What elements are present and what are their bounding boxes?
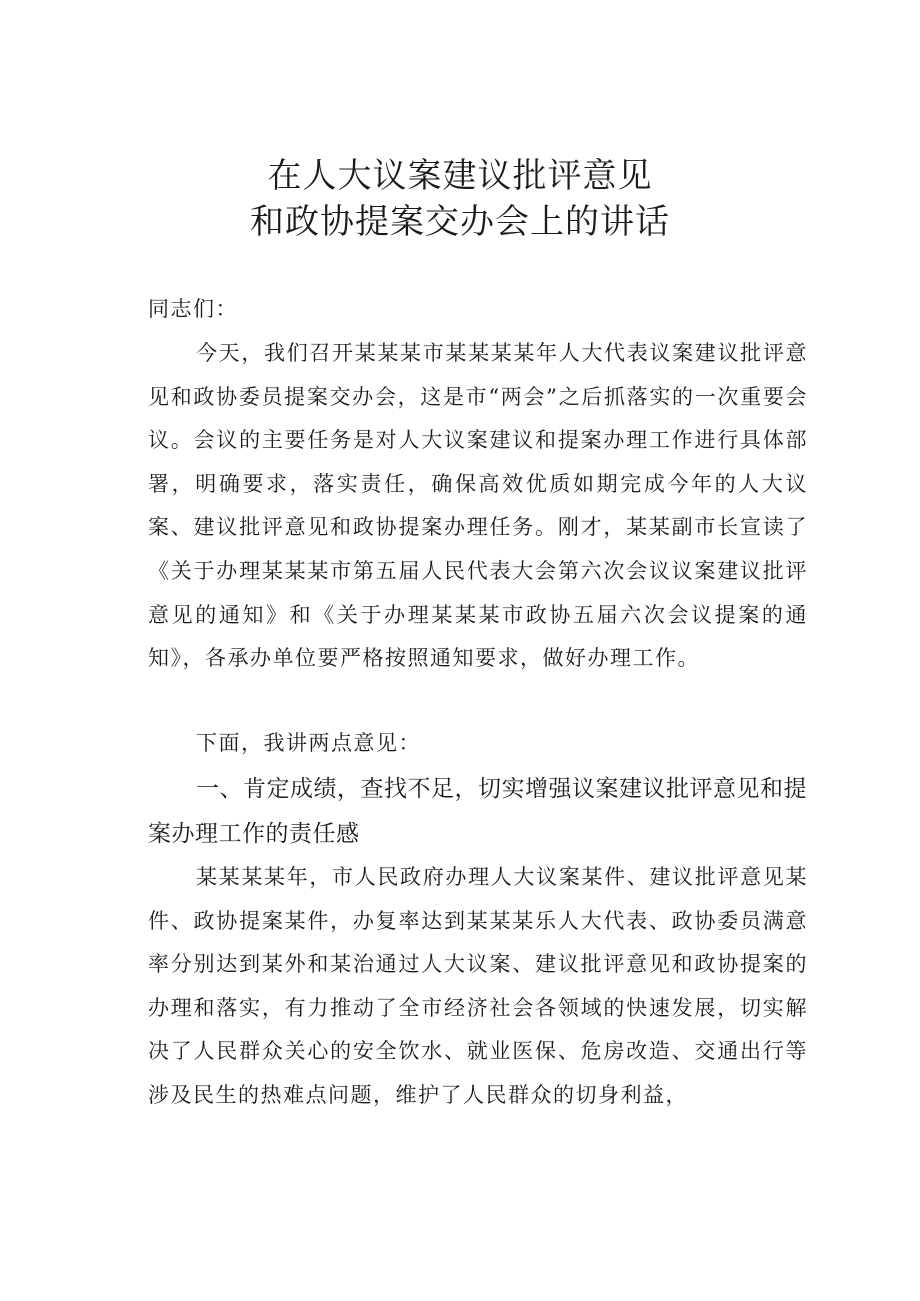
greeting: 同志们： <box>148 297 238 321</box>
paragraph-achievements: 某某某某年，市人民政府办理人大议案某件、建议批评意见某件、政协提案某件，办复率达到某某某乐人大代表、政协委员满意率分别达到某外和某治通过人大议案、建议批评意见和政协提案的办理和落实，有力推动了全市经济社会各领域的快速发展，切实解决了人民群众关心的安全饮水、就业医保、危房改造、交通出行等涉及民生的热难点问题，维护了人民群众的切身利益， <box>148 865 808 1107</box>
section-heading-1: 一、肯定成绩，查找不足，切实增强议案建议批评意见和提案办理工作的责任感 <box>148 776 807 847</box>
paragraph-outline: 下面，我讲两点意见： <box>196 731 421 755</box>
document-title-line-1: 在人大议案建议批评意见 <box>267 156 653 196</box>
document-title-line-2: 和政协提案交办会上的讲话 <box>250 202 670 242</box>
paragraph-intro: 今天，我们召开某某某市某某某某年人大代表议案建议批评意见和政协委员提案交办会，这是市“两会”之后抓落实的一次重要会议。会议的主要任务是对人大议案建议和提案办理工作进行具体部署，明确要求，落实责任，确保高效优质如期完成今年的人大议案、建议批评意见和政协提案办理任务。刚才，某某副市长宣读了《关于办理某某某市第五届人民代表大会第六次会议议案建议批评意见的通知》和《关于办理某某某市政协五届六次会议提案的通知》，各承办单位要严格按照通知要求，做好办理工作。 <box>148 341 808 671</box>
